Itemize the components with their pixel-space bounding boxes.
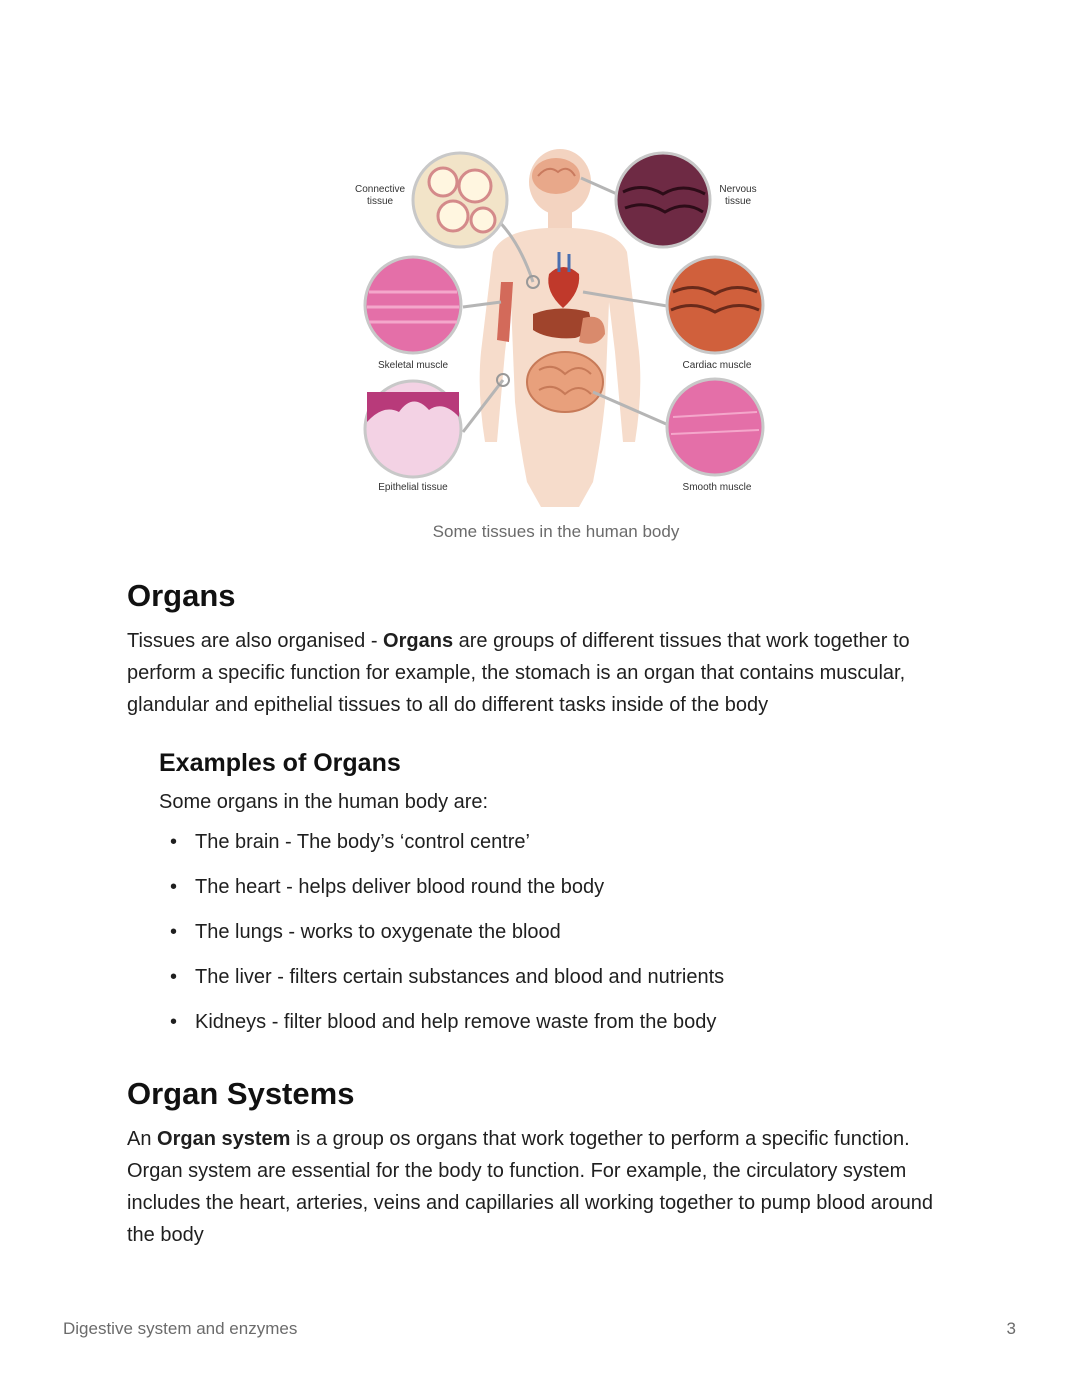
epithelial-tissue-circle — [365, 381, 461, 477]
cardiac-muscle-circle — [667, 257, 763, 353]
list-item: • The liver - filters certain substances and blood and nutrients — [156, 965, 959, 989]
nervous-tissue-label: Nervous tissue — [719, 184, 757, 207]
examples-heading: Examples of Organs — [159, 749, 401, 777]
cardiac-muscle-label: Cardiac muscle — [682, 360, 752, 371]
tissue-figure — [343, 142, 775, 510]
systems-heading: Organ Systems — [127, 1076, 355, 1111]
nervous-tissue-circle — [616, 153, 710, 247]
smooth-muscle-circle — [667, 379, 763, 475]
examples-section — [159, 748, 959, 1055]
smooth-muscle-label: Smooth muscle — [682, 482, 752, 493]
examples-intro: Some organs in the human body are: — [159, 791, 489, 813]
connective-tissue-label: Connective tissue — [354, 184, 406, 207]
systems-section — [127, 1076, 957, 1251]
list-item: • The lungs - works to oxygenate the blood — [156, 920, 959, 944]
organs-section — [127, 578, 957, 721]
systems-paragraph — [127, 1123, 957, 1251]
intestines — [527, 352, 603, 412]
list-item: • The brain - The body’s ‘control centre’ — [156, 830, 959, 854]
systems-para-text-rest: is a group os organs that work together to perform a specific function. Organ system are essential for the body to function. For example, the circulatory system includes the heart, arteries, veins and capillaries all working together to pump blood around the body — [127, 1128, 934, 1246]
systems-para-bold: Organ system — [157, 1128, 291, 1150]
skeletal-muscle-label: Skeletal muscle — [377, 360, 449, 371]
organ-list — [156, 830, 959, 1034]
list-item: • The heart - helps deliver blood round the body — [156, 875, 959, 899]
connective-tissue-circle — [413, 153, 507, 247]
organs-para-bold: Organs — [383, 630, 454, 652]
organs-paragraph — [127, 625, 957, 721]
figure-caption: Some tissues in the human body — [432, 522, 680, 541]
organs-para-text-rest: are groups of different tissues that work together to perform a specific function for example, the stomach is an organ that contains muscular, glandular and epithelial tissues to all do different tasks inside of the body — [127, 630, 910, 716]
footer-title: Digestive system and enzymes — [63, 1319, 298, 1338]
organs-heading: Organs — [127, 578, 236, 613]
epithelial-tissue-label: Epithelial tissue — [378, 482, 448, 493]
organs-para-text: Tissues are also organised - — [127, 630, 384, 652]
list-item: • Kidneys - filter blood and help remove waste from the body — [156, 1010, 959, 1034]
systems-para-text: An — [127, 1128, 158, 1150]
skeletal-muscle-circle — [365, 257, 461, 353]
page-number: 3 — [1006, 1319, 1016, 1338]
